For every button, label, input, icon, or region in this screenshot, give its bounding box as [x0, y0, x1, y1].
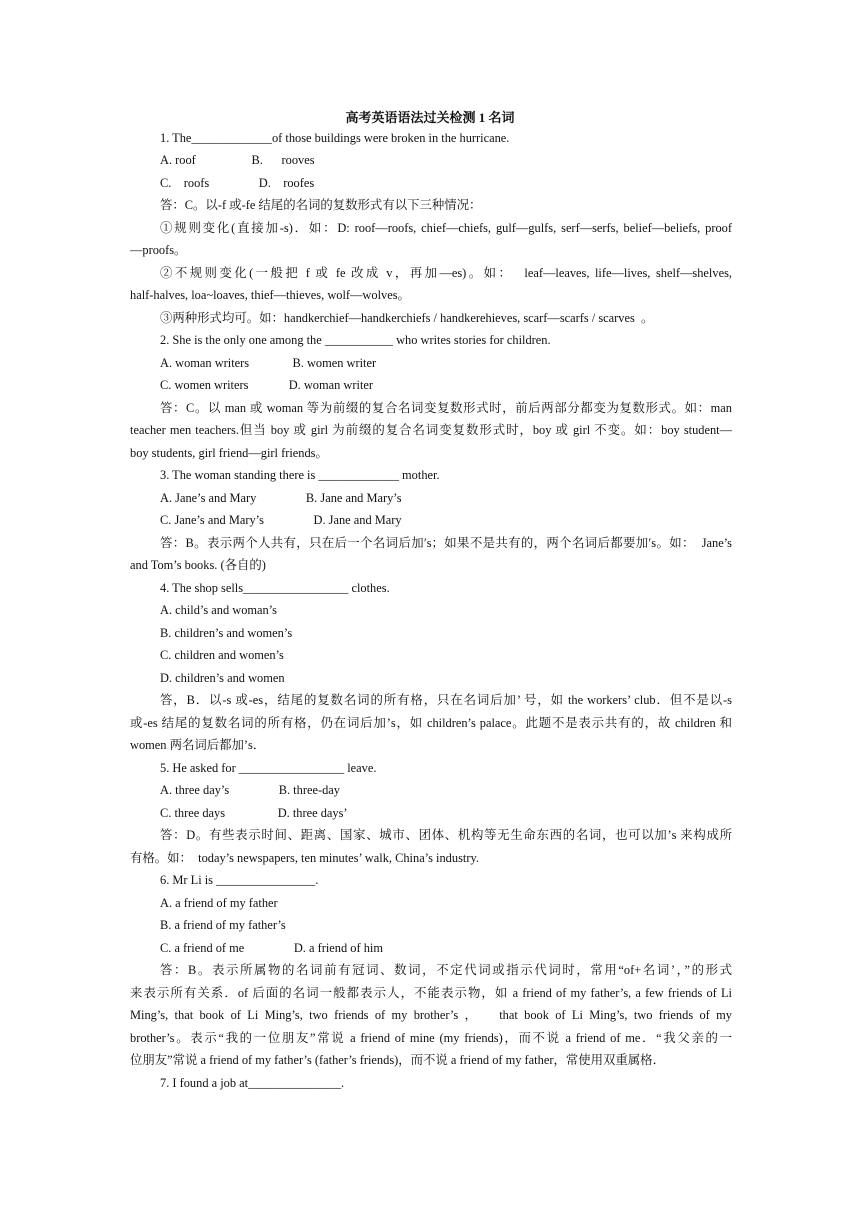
answer-2-cont-2: boy students, girl friend—girl friends。	[130, 446, 328, 460]
answer-6-cont-2: Ming’s, that book of Li Ming’s, two friends of my brother’s ， that book of Li Ming’s, two friends of my	[130, 1008, 732, 1022]
answer-3: 答：B。表示两个人共有，只在后一个名词后加′s；如果不是共有的，两个名词后都要加′s。如： Jane’s	[160, 536, 732, 550]
question-4-option-b: B. children’s and women’s	[160, 626, 293, 640]
answer-1-rule-1-cont: —proofs。	[130, 243, 187, 257]
question-6: 6. Mr Li is ________________.	[160, 873, 319, 887]
question-7: 7. I found a job at_______________.	[160, 1076, 345, 1090]
question-4-option-a: A. child’s and woman’s	[160, 603, 278, 617]
question-3-options-ab: A. Jane’s and Mary B. Jane and Mary’s	[160, 491, 402, 505]
answer-6-cont-3: brother’s。表示“我的一位朋友”常说 a friend of mine (my friends)，而不说 a friend of me．“我父亲的一	[130, 1031, 732, 1045]
question-6-option-b: B. a friend of my father’s	[160, 918, 286, 932]
question-5: 5. He asked for _________________ leave.	[160, 761, 377, 775]
question-5-options-cd: C. three days D. three days’	[160, 806, 348, 820]
question-2-options-ab: A. woman writers B. women writer	[160, 356, 377, 370]
answer-5-cont: 有格。如： today’s newspapers, ten minutes’ walk, China’s industry.	[130, 851, 479, 865]
question-1-options-cd: C. roofs D. roofes	[160, 176, 315, 190]
page-title: 高考英语语法过关检测 1 名词	[345, 110, 515, 125]
answer-5: 答：D。有些表示时间、距离、国家、城市、团体、机构等无生命东西的名词，也可以加’s 来构成所	[160, 828, 732, 842]
answer-6: 答：B。表示所属物的名词前有冠词、数词，不定代词或指示代词时，常用“of+名词’，”的形式	[160, 963, 732, 977]
answer-6-cont-4: 位朋友”常说 a friend of my father’s (father’s friends)，而不说 a friend of my father，常使用双重属格．	[130, 1053, 665, 1067]
question-3-options-cd: C. Jane’s and Mary’s D. Jane and Mary	[160, 513, 402, 527]
question-5-options-ab: A. three day’s B. three-day	[160, 783, 340, 797]
answer-4-cont-2: women 两名词后都加’s．	[130, 738, 266, 752]
question-2-options-cd: C. women writers D. woman writer	[160, 378, 374, 392]
answer-2: 答：C。以 man 或 woman 等为前缀的复合名词变复数形式时，前后两部分都变为复数形式。如：man	[160, 401, 732, 415]
answer-6-cont-1: 来表示所有关系．of 后面的名词一般都表示人，不能表示物，如 a friend of my father’s, a few friends of Li	[130, 986, 732, 1000]
question-1: 1. The_____________of those buildings were broken in the hurricane.	[160, 131, 510, 145]
question-3: 3. The woman standing there is _____________ mother.	[160, 468, 440, 482]
question-4-option-d: D. children’s and women	[160, 671, 285, 685]
answer-4-cont-1: 或-es 结尾的复数名词的所有格，仍在词后加’s，如 children’s palace。此题不是表示共有的，故 children 和	[130, 716, 732, 730]
question-4: 4. The shop sells_________________ clothes.	[160, 581, 390, 595]
question-2: 2. She is the only one among the ___________ who writes stories for children.	[160, 333, 551, 347]
answer-4: 答，B．以-s 或-es，结尾的复数名词的所有格，只在名词后加’ 号，如 the workers’ club．但不是以-s	[160, 693, 732, 707]
answer-1-rule-3: ③两种形式均可。如：handkerchief—handkerchiefs / handkerehieves, scarf—scarfs / scarves 。	[160, 311, 654, 325]
answer-2-cont-1: teacher men teachers.但当 boy 或 girl 为前缀的复合名词变复数形式时，boy 或 girl 不变。如：boy student—	[130, 423, 732, 437]
question-6-option-a: A. a friend of my father	[160, 896, 278, 910]
question-6-options-cd: C. a friend of me D. a friend of him	[160, 941, 383, 955]
answer-1-rule-2: ②不规则变化(一般把 f 或 fe 改成 v，再加—es)。如： leaf—leaves, life—lives, shelf—shelves,	[160, 266, 732, 280]
answer-1-rule-2-cont: half-halves, loa~loaves, thief—thieves, wolf—wolves。	[130, 288, 410, 302]
question-4-option-c: C. children and women’s	[160, 648, 284, 662]
question-1-options-ab: A. roof B. rooves	[160, 153, 315, 167]
answer-1: 答：C。以-f 或-fe 结尾的名词的复数形式有以下三种情况：	[160, 198, 482, 212]
answer-1-rule-1: ①规则变化(直接加-s)．如：D: roof—roofs, chief—chiefs, gulf—gulfs, serf—serfs, belief—beliefs, proof	[160, 221, 732, 235]
answer-3-cont: and Tom’s books. (各自的)	[130, 558, 266, 572]
